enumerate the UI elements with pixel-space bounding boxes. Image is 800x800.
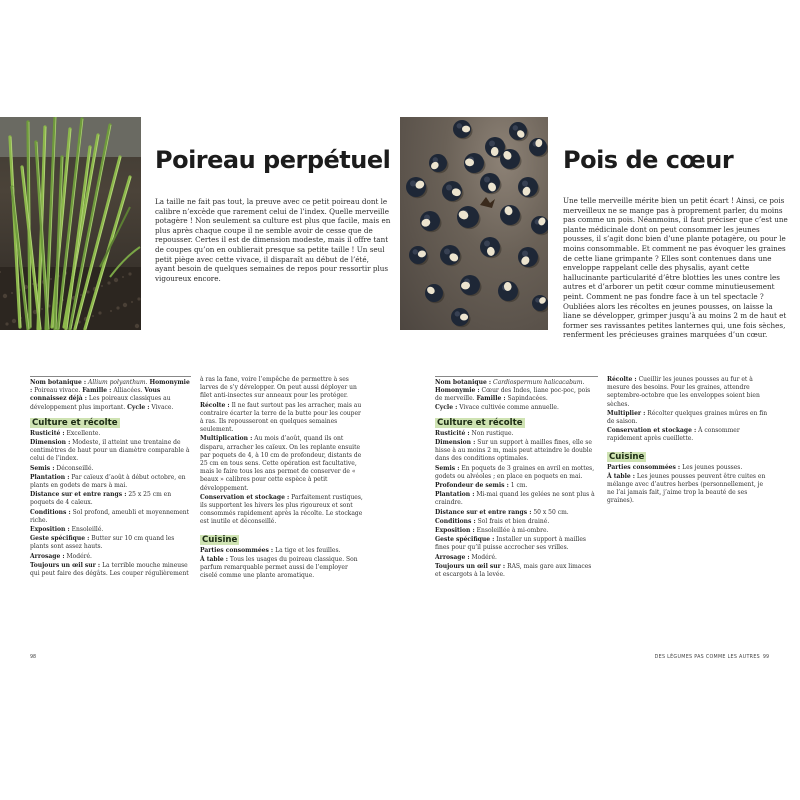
page-number: 99 (762, 655, 769, 660)
fact-plantation: Plantation : Par caïeux d’août à début octobre, en plants en godets de mars à mai. (30, 473, 186, 490)
fact-geste: Geste spécifique : Installer un support à mailles fines pour qu’il puisse accrocher ses vrilles. (435, 536, 586, 552)
fact-conditions: Conditions : Sol frais et bien drainé. (435, 517, 550, 525)
divider (435, 376, 598, 377)
fact-recolte: Récolte : Il ne faut surtout pas les arracher, mais au contraire écarter la terre de la butte pour les couper à ras. Ils repousseront en quelques semaines seulement. (200, 401, 362, 434)
section-heading-culture: Culture et récolte (437, 417, 523, 428)
balloon-vine-seeds-photo (400, 117, 548, 330)
fact-distance: Distance sur et entre rangs : 25 x 25 cm en poquets de 4 caïeux. (30, 491, 172, 507)
pea-fact-column-1 (435, 376, 598, 580)
fact-parties: Parties consommées : Les jeunes pousses. (607, 463, 743, 471)
section-heading-cuisine: Cuisine (202, 534, 238, 545)
leek-intro-text: La taille ne fait pas tout, la preuve avec ce petit poireau dont le calibre n’excède que rarement celui de l’index. Quelle merveille potagère ! Non seulement sa culture est plus que facile, mais en plus après chaque coupe il ne semble avoir de cesse que de repousser. Certes il est de dimension modeste, mais il offre tant de coupes qu’on en oublierait presque sa petite taille ! Un seul petit piège avec cette vivace, il disparaît au début de l’été, ayant besoin de quelques semaines de repos pour ressortir plus vigoureux encore. (155, 197, 391, 283)
fact-toujours: Toujours un œil sur : La terrible mouche mineuse qui peut faire des dégâts. Les couper régulièrement (30, 561, 189, 578)
right-page (400, 0, 800, 800)
botanical-info: Nom botanique : Cardiospermum halicacabum. Homonymie : Cœur des Indes, liane poc-poc, pois de merveille. Famille : Sapindacées. Cycle : Vivace cultivée comme annuelle. (435, 379, 591, 411)
fact-dimension: Dimension : Sur un support à mailles fines, elle se hisse à au moins 2 m, mais peut atteindre le double dans des conditions optimales. (435, 439, 593, 463)
fact-distance: Distance sur et entre rangs : 50 x 50 cm. (435, 508, 569, 516)
fact-semis: Semis : Déconseillé. (30, 464, 94, 472)
botanical-info: Nom botanique : Allium polyanthum. Homonymie : Poireau vivace. Famille : Alliacées. Vous connaissez déjà : Les poireaux classiques au développement plus important. Cycle : Vivace. (30, 379, 190, 411)
divider (30, 376, 191, 377)
fact-conservation: Conservation et stockage : Parfaitement rustiques, ils supportent les hivers les plus rigoureux et sont consommés rapidement après la récolte. Le stockage est inutile et déconseillé. (200, 493, 363, 526)
fact-parties: Parties consommées : La tige et les feuilles. (200, 546, 341, 554)
fact-dimension: Dimension : Modeste, il atteint une trentaine de centimètres de haut pour un diamètre comparable à celui de l’index. (30, 439, 190, 463)
leek-title: Poireau perpétuel (155, 146, 391, 174)
fact-a-table: À table : Tous les usages du poireau classique. Son parfum remarquable permet aussi de l’employer ciselé comme une plante aromatique. (200, 555, 358, 580)
fact-plantation: Plantation : Mi-mai quand les gelées ne sont plus à craindre. (435, 491, 595, 507)
fact-exposition: Exposition : Ensoleillée à mi-ombre. (435, 527, 549, 535)
fact-recolte: Récolte : Cueillir les jeunes pousses au fur et à mesure des besoins. Pour les graines, attendre septembre-octobre que les enveloppes soient bien sèches. (607, 376, 760, 408)
leek-photo (0, 117, 141, 330)
fact-conservation: Conservation et stockage : À consommer rapidement après cueillette. (607, 427, 740, 443)
fact-arrosage: Arrosage : Modéré. (435, 553, 497, 561)
section-heading-cuisine: Cuisine (609, 451, 645, 462)
fact-profondeur: Profondeur de semis : 1 cm. (435, 482, 528, 490)
fact-multiplier: Multiplier : Récolter quelques graines mûres en fin de saison. (607, 409, 768, 426)
page-number: 98 (30, 655, 37, 660)
running-head: DES LÉGUMES PAS COMME LES AUTRES (654, 655, 760, 660)
fact-multiplication: Multiplication : Au mois d’août, quand ils ont disparu, arracher les caïeux. On les replante ensuite par poquets de 4, à 10 cm de profondeur, distants de 25 cm en tous sens. Cette opération est facultative, mais le faire tous les ans permet de conserver de « beaux » calibres pour cette espèce à petit développement. (200, 435, 362, 492)
pea-fact-column-2 (607, 376, 771, 507)
pea-title: Pois de cœur (563, 146, 734, 174)
fact-geste: Geste spécifique : Butter sur 10 cm quand les plants sont assez hauts. (30, 535, 175, 551)
fact-exposition: Exposition : Ensoleillé. (30, 526, 104, 534)
fact-rusticite: Rusticité : Excellente. (30, 429, 101, 437)
fact-arrosage: Arrosage : Modéré. (30, 552, 92, 560)
fact-a-table: À table : Les jeunes pousses peuvent être cuites en mélange avec d’autres herbes (personnellement, je ne l’ai jamais fait, j’aime trop la beauté de ses graines). (607, 472, 766, 505)
pea-intro-text: Une telle merveille mérite bien un petit écart ! Ainsi, ce pois merveilleux ne se mange pas à proprement parler, du moins pas comme un pois. Néanmoins, il faut préciser que c’est une plante médicinale dont on peut consommer les jeunes pousses, il s’agit donc bien d’une plante potagère, ou pour le moins consommable. Et comment ne pas évoquer les graines de cette liane grimpante ? Elles sont contenues dans une enveloppe rappelant celle des physalis, ayant cette hallucinante particularité d’être blotties les unes contre les autres et d’arborer un petit cœur comme minutieusement peint. Comment ne pas fondre face à un tel spectacle ? Oubliées alors les récoltes en jeunes pousses, on laisse la liane se développer, grimper jusqu’à au moins 2 m de haut et former ses ravissantes petites lanternes qui, une fois sèches, renferment les précieuses graines marquées d’un cœur. (563, 196, 788, 340)
section-heading-culture: Culture et récolte (32, 417, 118, 428)
fact-toujours: Toujours un œil sur : RAS, mais gare aux limaces et escargots à la levée. (435, 562, 592, 579)
fact-conditions: Conditions : Sol profond, ameubli et moyennement riche. (30, 508, 190, 524)
leek-fact-column-2 (200, 376, 364, 581)
leek-fact-column-1 (30, 376, 191, 579)
fact-semis: Semis : En poquets de 3 graines en avril en mottes, godets ou alvéoles ; en place en poquets en mai. (435, 464, 595, 480)
fact-rusticite: Rusticité : Non rustique. (435, 429, 514, 437)
continued-text: à ras la fane, voire l’empêche de permettre à ses larves de s’y développer. On peut aussi déployer un filet anti-insectes sur anneaux pour les protéger. (200, 376, 357, 400)
